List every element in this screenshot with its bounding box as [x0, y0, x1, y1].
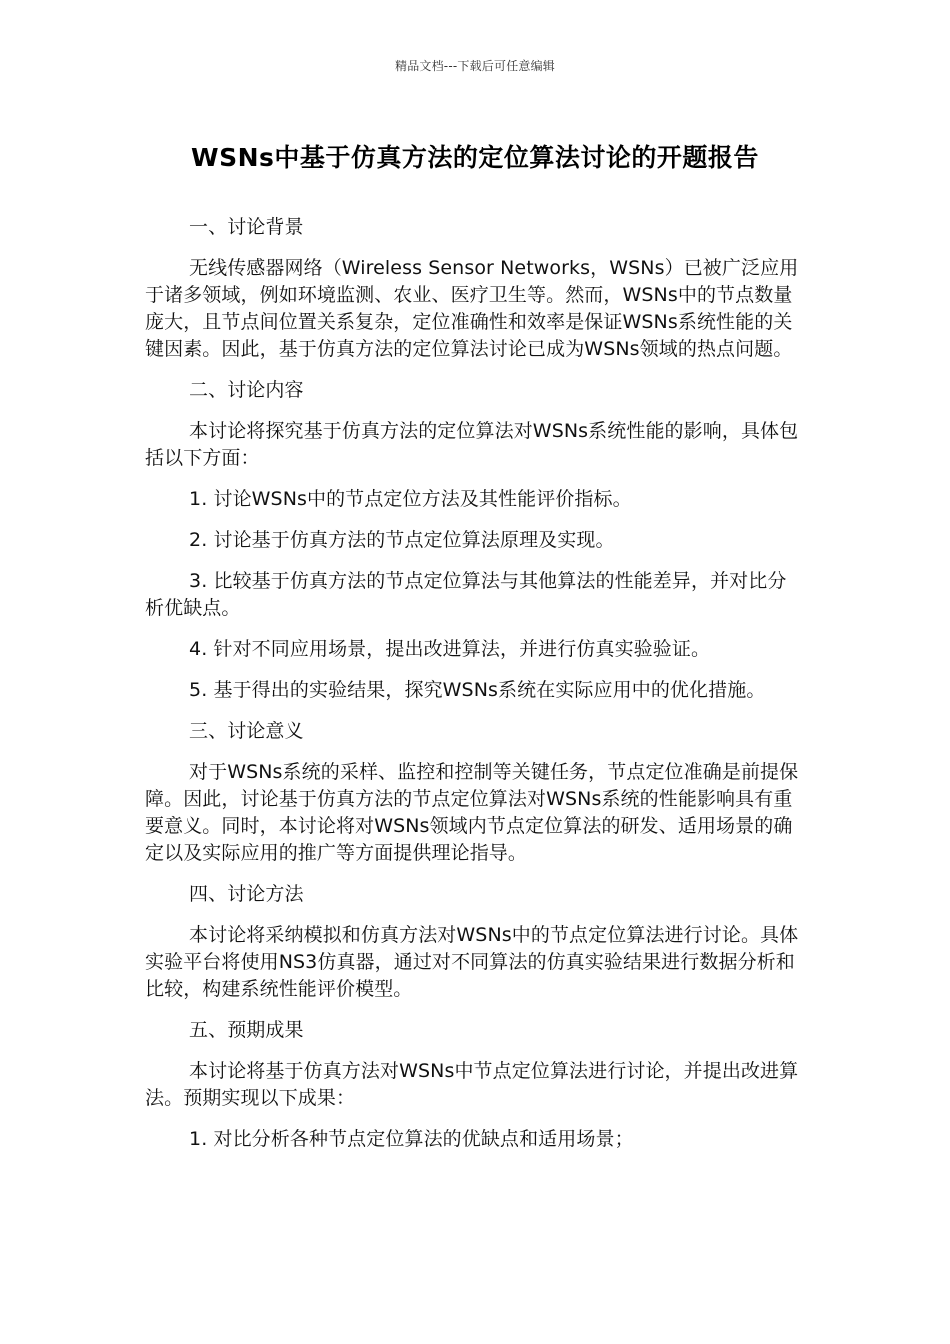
- expected-results-list-item: 1. 对比分析各种节点定位算法的优缺点和适用场景；: [189, 1128, 634, 1150]
- expected-results-paragraph: 本讨论将基于仿真方法对WSNs中节点定位算法进行讨论，并提出改进算法。预期实现以下成果：: [145, 1060, 799, 1109]
- section-heading-background: 一、讨论背景: [189, 216, 304, 238]
- method-paragraph: 本讨论将采纳模拟和仿真方法对WSNs中的节点定位算法进行讨论。具体实验平台将使用NS3仿真器，通过对不同算法的仿真实验结果进行数据分析和比较，构建系统性能评价模型。: [145, 924, 799, 1000]
- section-heading-content: 二、讨论内容: [189, 379, 304, 401]
- background-paragraph: 无线传感器网络（Wireless Sensor Networks，WSNs）已被广泛应用于诸多领域，例如环境监测、农业、医疗卫生等。然而，WSNs中的节点数量庞大，且节点间位置关系复杂，定位准确性和效率是保证WSNs系统性能的关键因素。因此，基于仿真方法的定位算法讨论已成为WSNs领域的热点问题。: [145, 257, 799, 360]
- content-list-item: 4. 针对不同应用场景，提出改进算法，并进行仿真实验验证。: [189, 638, 711, 660]
- section-heading-significance: 三、讨论意义: [189, 720, 304, 742]
- document-title: WSNs中基于仿真方法的定位算法讨论的开题报告: [191, 143, 759, 172]
- content-list-item: 2. 讨论基于仿真方法的节点定位算法原理及实现。: [189, 529, 615, 551]
- section-heading-expected-results: 五、预期成果: [189, 1019, 304, 1041]
- content-intro-paragraph: 本讨论将探究基于仿真方法的定位算法对WSNs系统性能的影响，具体包括以下方面：: [145, 420, 799, 469]
- significance-paragraph: 对于WSNs系统的采样、监控和控制等关键任务，节点定位准确是前提保障。因此，讨论基于仿真方法的节点定位算法对WSNs系统的性能影响具有重要意义。同时，本讨论将对WSNs领域内节点定位算法的研发、适用场景的确定以及实际应用的推广等方面提供理论指导。: [145, 761, 799, 864]
- header-note: 精品文档---下载后可任意编辑: [395, 59, 555, 73]
- section-heading-method: 四、讨论方法: [189, 883, 304, 905]
- content-list-item: 3. 比较基于仿真方法的节点定位算法与其他算法的性能差异，并对比分析优缺点。: [145, 570, 787, 619]
- document-body: [145, 214, 805, 1167]
- content-list-item: 1. 讨论WSNs中的节点定位方法及其性能评价指标。: [189, 488, 632, 510]
- content-list-item: 5. 基于得出的实验结果，探究WSNs系统在实际应用中的优化措施。: [189, 679, 766, 701]
